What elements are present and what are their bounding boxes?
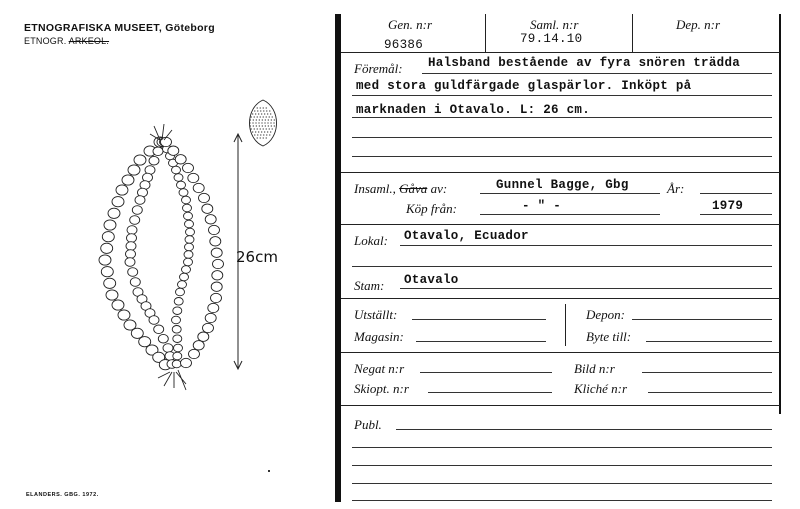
bead [210,237,221,246]
ar-underline [700,193,772,194]
stipple-dot [254,134,255,135]
stipple-dot [257,110,258,111]
stipple-dot [260,110,261,111]
bead [101,267,113,277]
rule-6 [341,405,780,406]
stipple-dot [252,122,253,123]
foremal-line-3: marknaden i Otavalo. L: 26 cm. [356,103,591,117]
stipple-dot [274,119,275,120]
speck [268,470,270,472]
publ-underline-2 [352,447,772,448]
bild-label: Bild n:r [574,361,615,376]
bead [183,204,192,212]
rule-4 [341,298,780,299]
stipple-dot [254,128,255,129]
bead [208,303,219,312]
bead [99,255,111,265]
stipple-dot [268,125,269,126]
bead [173,307,182,315]
bead [126,242,136,251]
stipple-dot [258,113,259,114]
bead [173,335,182,343]
bead [177,181,186,189]
stipple-dot [262,125,263,126]
lokal-underline-2 [352,266,772,267]
foremal-line-1: Halsband bestående av fyra snören trädda [428,56,741,70]
bead [135,196,145,205]
bead [104,278,116,288]
bead [104,220,116,230]
foremal-label: Föremål: [354,61,403,76]
bead [112,197,124,207]
stipple-dot [263,116,264,117]
stipple-dot [269,134,270,135]
utstallt-underline [412,319,546,320]
insaml-underline [480,193,660,194]
stipple-dot [269,116,270,117]
bead [175,155,186,164]
stipple-dot [267,113,268,114]
stipple-dot [254,110,255,111]
bead [173,352,182,360]
bead [125,258,135,267]
kliche-label: Kliché n:r [574,381,628,396]
publ-underline-5 [352,500,772,501]
foremal-underline-5 [352,156,772,157]
stipple-dot [259,125,260,126]
stipple-dot [251,128,252,129]
top-divider-2 [632,14,633,52]
stipple-dot [261,131,262,132]
bead [193,341,204,350]
stipple-dot [254,116,255,117]
bead [174,344,183,352]
rule-5 [341,352,780,353]
bead [176,288,185,296]
stipple-dot [253,119,254,120]
bead [202,204,213,213]
bead [174,174,183,182]
stipple-dot [251,116,252,117]
bead [168,146,179,155]
bild-underline [642,372,772,373]
stipple-dot [264,131,265,132]
stipple-dot [266,137,267,138]
stipple-dot [264,122,265,123]
skiopt-underline [428,392,552,393]
stipple-dot [266,116,267,117]
stipple-dot [257,116,258,117]
lokal-label: Lokal: [354,233,388,248]
stipple-dot [269,110,270,111]
department-struck: ARKEOL. [68,36,110,46]
bead [179,189,188,197]
bead-detail-icon [249,100,276,146]
stipple-dot [263,128,264,129]
insaml-label: Insaml., Gåva av: [354,181,448,196]
bead [134,155,146,165]
bead [198,332,209,341]
byte-underline [646,341,772,342]
bead [102,232,114,242]
lokal-underline [400,245,772,246]
card-right-edge [779,14,781,414]
stipple-dot [256,119,257,120]
bead [211,282,222,291]
dimension-label: 26cm [236,248,278,266]
bead [154,325,164,334]
stipple-dot [264,113,265,114]
bead [149,156,159,165]
publ-underline-4 [352,483,772,484]
magasin-label: Magasin: [354,329,404,344]
bead [184,212,193,220]
bead [205,215,216,224]
bead [108,208,120,218]
stipple-dot [268,119,269,120]
bead [127,226,137,235]
bead [188,173,199,182]
bead [184,251,193,259]
bead [183,163,194,172]
magasin-underline [416,341,546,342]
stipple-dot [258,122,259,123]
dep-nr-label: Dep. n:r [676,17,721,32]
stipple-dot [267,131,268,132]
stipple-dot [265,119,266,120]
kop-year-underline [700,214,772,215]
stam-underline [400,288,772,289]
bead [163,344,173,353]
bead [172,326,181,334]
stipple-dot [273,122,274,123]
utstallt-label: Utställt: [354,307,398,322]
stipple-dot [263,134,264,135]
museum-title: ETNOGRAFISKA MUSEET, [24,22,163,34]
bead-strands [99,137,224,370]
stipple-dot [266,107,267,108]
stipple-dot [271,125,272,126]
stipple-dot [257,134,258,135]
stipple-dot [274,125,275,126]
stipple-dot [258,131,259,132]
depon-underline [632,319,772,320]
depon-label: Depon: [586,307,625,322]
card-left-bar [335,14,341,502]
bead [178,281,187,289]
foremal-underline-4 [352,137,772,138]
bead [212,271,223,280]
saml-nr-value: 79.14.10 [520,32,583,46]
byte-label: Byte till: [586,329,632,344]
bead [172,360,181,368]
bead [182,266,191,274]
publ-underline-1 [396,429,772,430]
bead [130,278,140,287]
stipple-dot [266,128,267,129]
kop-year: 1979 [712,199,744,213]
stam-value: Otavalo [404,273,459,287]
department-prefix: ETNOGR. [24,36,67,46]
lokal-value: Otavalo, Ecuador [404,229,529,243]
bead [174,298,183,306]
rule-3 [341,224,780,225]
gen-nr-value: 96386 [384,38,424,52]
bead [149,316,159,325]
bead [132,206,142,215]
stipple-dot [270,113,271,114]
stipple-dot [257,128,258,129]
stipple-dot [257,137,258,138]
bead [203,323,214,332]
printer-imprint: ELANDERS. GBG. 1972. [26,492,99,498]
kop-underline [480,214,660,215]
stipple-dot [260,107,261,108]
insaml-value: Gunnel Bagge, Gbg [496,178,629,192]
publ-label: Publ. [354,417,382,432]
bead [101,243,113,253]
stipple-dot [262,119,263,120]
bead [128,165,140,175]
ar-label: År: [667,181,685,196]
bead [181,358,192,367]
foremal-underline-2 [352,95,772,96]
kliche-underline [648,392,772,393]
stipple-dot [265,125,266,126]
bead [158,334,168,343]
mid-divider [565,304,566,346]
foremal-underline-3 [352,117,772,118]
kop-value: - " - [522,199,562,213]
bead [180,273,189,281]
stipple-dot [271,119,272,120]
bead [112,300,124,310]
bead [172,166,181,174]
bead [185,243,194,251]
stipple-dot [261,122,262,123]
stipple-dot [255,113,256,114]
stipple-dot [263,107,264,108]
stipple-dot [256,125,257,126]
kop-label: Köp från: [406,201,457,216]
saml-nr-label: Saml. n:r [530,17,579,32]
stipple-dot [263,137,264,138]
stipple-dot [253,125,254,126]
bead [118,310,130,320]
stipple-dot [260,116,261,117]
bead [193,183,204,192]
stam-label: Stam: [354,278,385,293]
stipple-dot [272,116,273,117]
bead [184,258,193,266]
stipple-dot [260,137,261,138]
bead [209,225,220,234]
bead [126,250,136,259]
stipple-dot [249,122,250,123]
bead [130,216,140,225]
stipple-dot [266,110,267,111]
stipple-dot [261,113,262,114]
stipple-dot [270,131,271,132]
stipple-dot [272,128,273,129]
stipple-dot [250,119,251,120]
bead [186,228,195,236]
publ-underline-3 [352,465,772,466]
bead [205,313,216,322]
bead [122,175,134,185]
stipple-dot [252,113,253,114]
bead [213,259,224,268]
stipple-dot [263,110,264,111]
bead [185,236,194,244]
stipple-dot [269,128,270,129]
gen-nr-label: Gen. n:r [388,17,433,32]
stipple-dot [259,119,260,120]
stipple-dot [260,134,261,135]
bead [185,220,194,228]
bead [199,193,210,202]
bead [189,349,200,358]
bead [106,290,118,300]
foremal-line-2: med stora guldfärgade glaspärlor. Inköpt på [356,79,692,93]
stipple-dot [255,122,256,123]
top-divider-1 [485,14,486,52]
rule-2 [341,172,780,173]
negat-label: Negat n:r [354,361,405,376]
bead [116,185,128,195]
stipple-dot [260,128,261,129]
bead [211,293,222,302]
bead [172,316,181,324]
bead [127,234,137,243]
stipple-dot [255,131,256,132]
stipple-dot [270,122,271,123]
bead [153,147,163,156]
necklace-sketch [0,0,335,509]
negat-underline [420,372,552,373]
stipple-dot [250,125,251,126]
stipple-dot [252,131,253,132]
bead [128,268,138,277]
stipple-dot [257,107,258,108]
rule-top [341,52,780,53]
bead [211,248,222,257]
stipple-dot [267,122,268,123]
museum-city: Göteborg [165,22,215,34]
skiopt-label: Skiopt. n:r [354,381,409,396]
bead [182,196,191,204]
foremal-underline-1 [422,73,772,74]
stipple-dot [266,134,267,135]
